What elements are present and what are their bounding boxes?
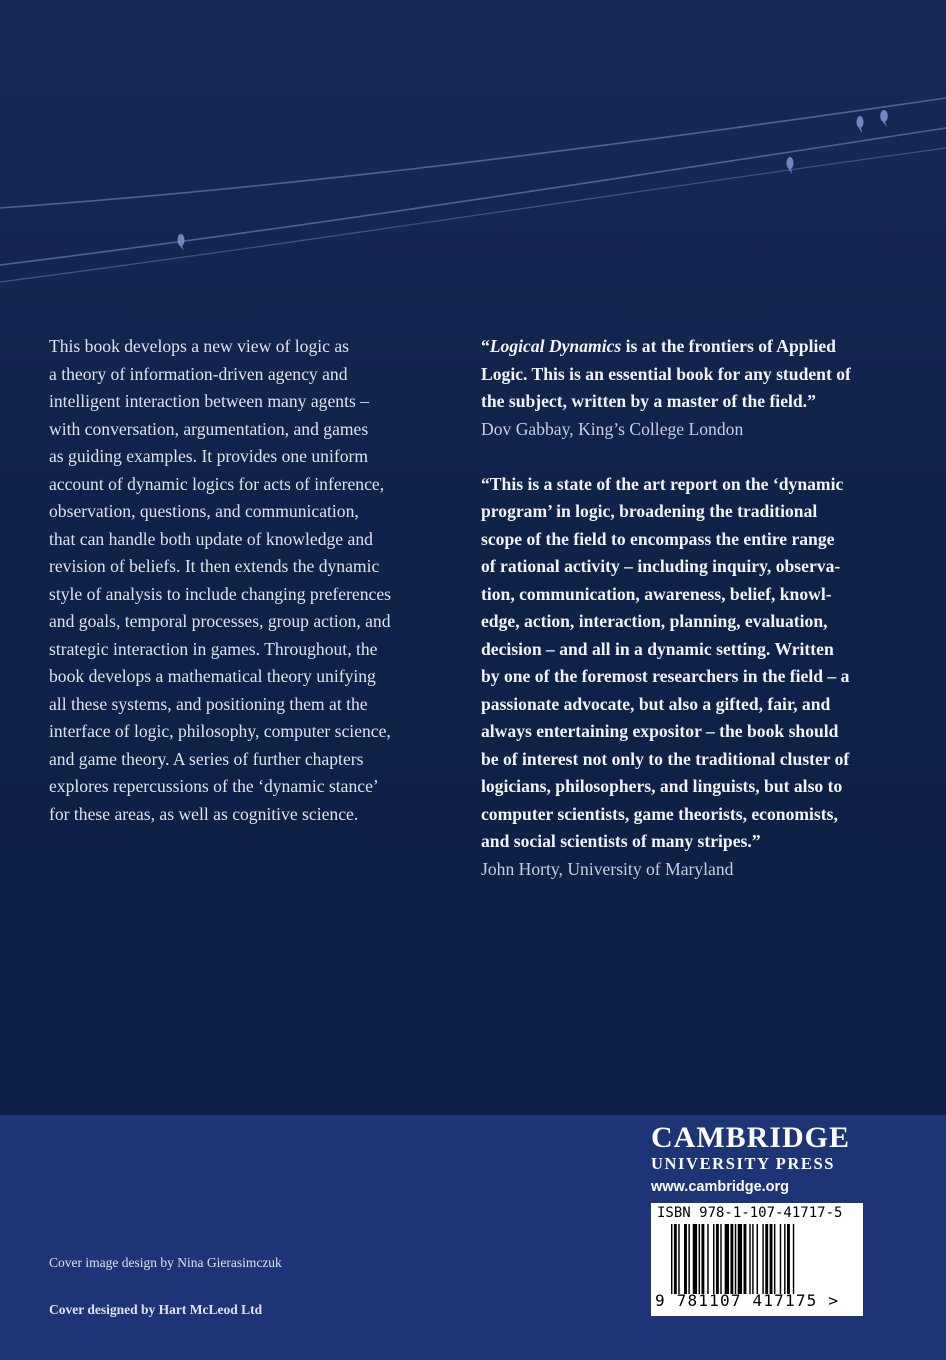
description-line: a theory of information-driven agency and [49,363,348,384]
description-line: and game theory. A series of further chapters [49,748,364,769]
isbn-barcode [651,1203,863,1316]
publisher-subtitle: UNIVERSITY PRESS [651,1154,836,1173]
quote-2-line: always entertaining expositor – the book should [481,721,839,741]
cover-design-credit: Cover designed by Hart McLeod Ltd [49,1302,263,1317]
description-line: account of dynamic logics for acts of inference, [49,473,385,494]
quote-2-line: be of interest not only to the traditional cluster of [481,748,850,769]
description-line: book develops a mathematical theory unifying [49,666,376,686]
description-line: explores repercussions of the ‘dynamic stance’ [49,776,379,796]
bird-icon [787,157,794,174]
description-line: intelligent interaction between many agents – [49,391,370,411]
ean-digits: 9 781107 417175 > [655,1291,840,1310]
quote-2-line: logicians, philosophers, and linguists, but also to [481,776,843,796]
description-line: and goals, temporal processes, group action, and [49,611,391,631]
bird-icon [880,110,888,127]
quote-2-line: edge, action, interaction, planning, evaluation, [481,611,828,631]
description-line: interface of logic, philosophy, computer science, [49,721,391,741]
quote-2-line: of rational activity – including inquiry, observa- [481,556,841,576]
quote-spacer [481,443,886,471]
quote-1-line: the subject, written by a master of the field.” [481,391,816,411]
description-line: observation, questions, and communication, [49,501,359,521]
quote-2-line: tion, communication, awareness, belief, knowl- [481,583,832,604]
description-line: strategic interaction in games. Throughout, the [49,638,378,659]
quote-1-line [481,333,886,361]
description-line: for these areas, as well as cognitive science. [49,803,359,824]
publisher-name: CAMBRIDGE [651,1121,851,1154]
isbn-label: ISBN 978-1-107-41717-5 [657,1205,843,1221]
quote-1-attribution: Dov Gabbay, King’s College London [481,418,744,439]
description-line: that can handle both update of knowledge and [49,528,373,549]
quote-2-line: by one of the foremost researchers in the field – a [481,666,850,686]
description-line: with conversation, argumentation, and games [49,418,369,439]
bird-icon [178,234,185,251]
review-quotes [481,333,886,883]
description-line: all these systems, and positioning them at the [49,693,368,714]
description-line: style of analysis to include changing preferences [49,583,391,604]
barcode-bars-icon [671,1224,857,1294]
quote-2-line: passionate advocate, but also a gifted, fair, and [481,693,831,714]
quote-2-attribution: John Horty, University of Maryland [481,858,734,879]
quote-2-line: computer scientists, game theorists, economists, [481,803,838,824]
quote-1-line-rest: is at the frontiers of Applied [621,336,836,356]
quoted-book-title: Logical Dynamics [489,336,622,356]
description-line: This book develops a new view of logic as [49,336,350,356]
quote-open-mark: “ [481,336,490,356]
publisher-logo [651,1122,850,1200]
description-line: revision of beliefs. It then extends the dynamic [49,556,380,576]
telephone-wires-with-birds-illustration [0,0,946,320]
quote-2-line: and social scientists of many stripes.” [481,831,761,851]
description-line: as guiding examples. It provides one uniform [49,446,369,466]
book-description [49,333,459,828]
bird-icon [857,116,864,133]
quote-2-line: scope of the field to encompass the entire range [481,528,835,549]
quote-2-line: program’ in logic, broadening the traditional [481,501,818,521]
cover-image-credit: Cover image design by Nina Gierasimczuk [49,1255,282,1270]
quote-2-line: decision – and all in a dynamic setting. Written [481,638,834,659]
quote-1-line: Logic. This is an essential book for any student of [481,363,851,384]
publisher-url: www.cambridge.org [651,1179,790,1195]
quote-2-line: “This is a state of the art report on the ‘dynamic [481,473,844,494]
